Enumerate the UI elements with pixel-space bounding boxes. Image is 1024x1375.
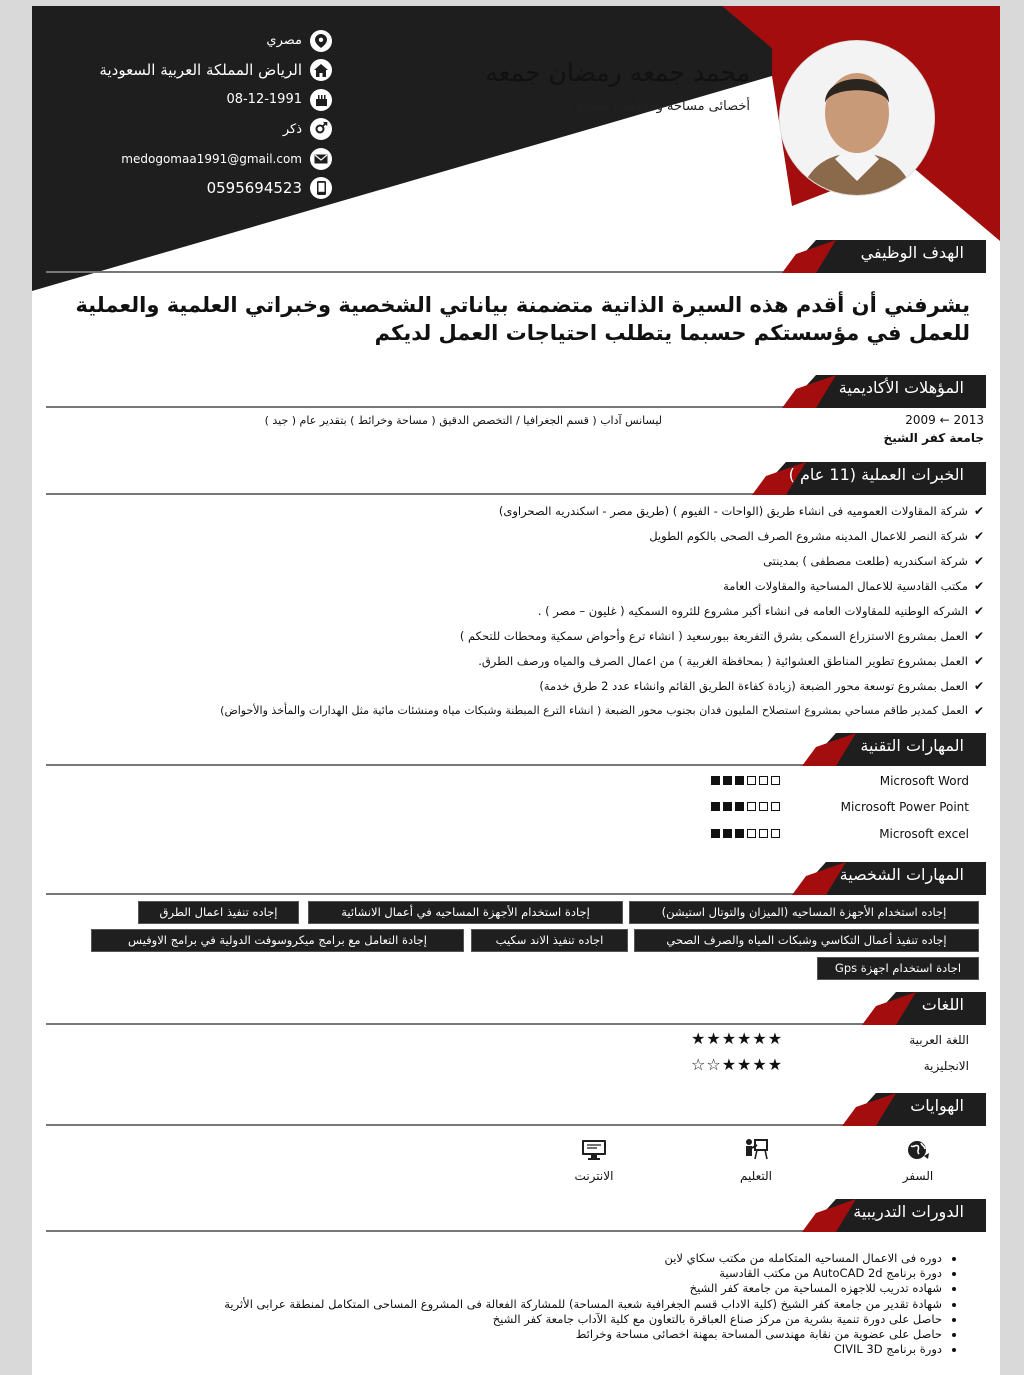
- phone-text[interactable]: 0595694523: [206, 179, 302, 198]
- skill-tag: إجادة التعامل مع برامج ميكروسوفت الدولية في برامج الاوفيس: [91, 929, 464, 952]
- experience-item: ✔ العمل كمدير طاقم مساحي بمشروع استصلاح المليون فدان بجنوب محور الضبعة ( انشاء الترع المبطنة وشبكات مياه ومنشئات مائية مثل الهدارات والمأخذ والأحواض): [220, 703, 984, 718]
- hobby-label: الانترنت: [574, 1169, 614, 1183]
- skill-tag: إجاده تنفيذ اعمال الطرق: [138, 901, 299, 924]
- section-header-experience: [46, 462, 986, 496]
- courses-list: [224, 1251, 962, 1357]
- experience-item: ✔ مكتب القادسية للاعمال المساحية والمقاولات العامة: [723, 579, 984, 594]
- contact-gender: [52, 115, 332, 145]
- cv-page: [32, 6, 1000, 1375]
- course-item: • حاصل على دورة تنمية بشرية من مركز صناع العباقرة بالتعاون مع كلية الآداب جامعة كفر الشيخ: [224, 1312, 942, 1327]
- email-text[interactable]: medogomaa1991@gmail.com: [121, 151, 302, 166]
- gender-icon: [310, 118, 332, 140]
- section-header-tech-skills: [46, 733, 986, 767]
- tech-skills-heading: المهارات التقنية: [860, 736, 964, 755]
- nationality-text: مصري: [266, 33, 302, 49]
- globe-travel-icon: [905, 1137, 931, 1163]
- skill-label: Microsoft Power Point: [840, 800, 969, 814]
- hobby-item: [868, 1137, 968, 1183]
- experience-item: ✔ الشركه الوطنيه للمقاولات العامه فى انشاء أكبر مشروع للثروه السمكيه ( غليون – مصر ) .: [537, 604, 984, 618]
- check-icon: ✔: [973, 628, 984, 643]
- hobbies-heading: الهوايات: [910, 1096, 964, 1115]
- check-icon: ✔: [973, 678, 984, 693]
- check-icon: ✔: [973, 703, 984, 718]
- experience-item: ✔ العمل بمشروع تطوير المناطق العشوائية ( بمحافظة الغربية ) من اعمال الصرف والمياه ورصف الطرق.: [478, 653, 984, 668]
- check-icon: ✔: [973, 579, 984, 594]
- contact-phone: [52, 174, 332, 204]
- language-rating-stars: ☆☆★★★★: [691, 1055, 784, 1074]
- hobby-item: [544, 1137, 644, 1183]
- gender-text: ذكر: [282, 121, 302, 137]
- hobby-item: [706, 1137, 806, 1183]
- skill-label: Microsoft excel: [879, 827, 969, 841]
- skill-level-meter: [711, 829, 780, 838]
- hobby-label: السفر: [902, 1169, 934, 1183]
- courses-heading: الدورات التدريبية: [853, 1202, 964, 1221]
- language-label: اللغة العربية: [909, 1033, 969, 1047]
- experience-item: ✔ العمل بمشروع توسعة محور الضبعة (زيادة كفاءة الطريق القائم وانشاء عدد 2 طرق خدمة): [539, 678, 984, 693]
- contact-email: [52, 144, 332, 174]
- check-icon: ✔: [973, 604, 984, 618]
- education-heading: المؤهلات الأكاديمية: [838, 378, 964, 397]
- section-header-personal-skills: [46, 862, 986, 896]
- mobile-phone-icon: [310, 177, 332, 199]
- objective-heading: الهدف الوظيفي: [860, 243, 964, 262]
- experience-heading: الخبرات العملية (11 عام ): [788, 465, 964, 484]
- section-header-hobbies: [46, 1093, 986, 1127]
- section-header-languages: [46, 992, 986, 1026]
- birthdate-text: 08-12-1991: [226, 92, 302, 108]
- teaching-icon: [743, 1137, 769, 1163]
- section-header-courses: [46, 1199, 986, 1233]
- experience-item: ✔ شركة اسكندريه (طلعت مصطفى ) بمدينتى: [763, 554, 984, 569]
- education-years: 2009 ← 2013: [905, 413, 984, 427]
- job-title: أخصائى مساحه وخرائط ( مساح ): [568, 99, 750, 114]
- check-icon: ✔: [973, 504, 984, 519]
- skill-tag: اجاده تنفيذ الاند سكيب: [471, 929, 628, 952]
- course-item: • دورة برنامج CIVIL 3D: [224, 1342, 942, 1357]
- skill-label: Microsoft Word: [879, 774, 969, 788]
- experience-item: ✔ شركة النصر للاعمال المدينه مشروع الصرف الصحى بالكوم الطويل: [649, 529, 984, 544]
- section-header-education: [46, 375, 986, 409]
- objective-text: يشرفني أن أقدم هذه السيرة الذاتية متضمنة بياناتي الشخصية وخبراتي العلمية والعملية للعمل في مؤسستكم حسبما يتطلب احتياجات العمل لديكم: [75, 293, 970, 345]
- computer-monitor-icon: [581, 1137, 607, 1163]
- check-icon: ✔: [973, 653, 984, 668]
- check-icon: ✔: [973, 554, 984, 569]
- course-item: • دورة برنامج AutoCAD 2d من مكتب القادسية: [224, 1266, 942, 1281]
- education-degree: ليسانس آداب ( قسم الجغرافيا / التخصص الدقيق ( مساحة وخرائط ) بتقدير عام ( جيد ): [264, 414, 662, 427]
- skill-level-meter: [711, 802, 780, 811]
- email-icon: [310, 148, 332, 170]
- course-item: • حاصل على عضوية من نقابة مهندسى المساحة بمهنة اخصائى مساحة وخرائط: [224, 1327, 942, 1342]
- course-item: • دوره فى الاعمال المساحيه المتكامله من مكتب سكاي لاين: [224, 1251, 942, 1266]
- experience-item: ✔ شركة المقاولات العموميه فى انشاء طريق (الواحات - الفيوم ) (طريق مصر - اسكندريه الصحراوى): [498, 504, 984, 519]
- birthday-cake-icon: [310, 89, 332, 111]
- contact-address: [52, 56, 332, 86]
- name-block: [485, 58, 750, 114]
- contact-list: [52, 26, 332, 203]
- skill-tag: اجادة استخدام اجهزة Gps: [817, 957, 979, 980]
- course-item: • شهادة تقدير من جامعة كفر الشيخ (كلية الاداب قسم الجغرافية شعبة المساحة) للمشاركة الفعالة فى المشروع المساحى المتكامل لمنطقة عرابى الأثرية: [224, 1297, 942, 1312]
- experience-list: [220, 499, 984, 723]
- contact-nationality: [52, 26, 332, 56]
- skill-tag: إجاده تنفيذ أعمال التكاسي وشبكات المياه والصرف الصحي: [634, 929, 979, 952]
- location-pin-icon: [310, 30, 332, 52]
- course-item: • شهاده تدريب للاجهزه المساحية من جامعة كفر الشيخ: [224, 1281, 942, 1296]
- skill-tag: إجادة استخدام الأجهزة المساحيه في أعمال الانشائية: [308, 901, 623, 924]
- check-icon: ✔: [973, 529, 984, 544]
- profile-photo: [780, 41, 934, 195]
- languages-heading: اللغات: [921, 995, 964, 1014]
- hobby-label: التعليم: [740, 1169, 772, 1183]
- language-rating-stars: ★★★★★★: [691, 1029, 784, 1048]
- language-label: الانجليزية: [923, 1059, 969, 1073]
- address-text: الرياض المملكة العربية السعودية: [99, 61, 302, 80]
- skill-level-meter: [711, 776, 780, 785]
- contact-birthdate: [52, 85, 332, 115]
- section-header-objective: [46, 240, 986, 274]
- experience-item: ✔ العمل بمشروع الاستزراع السمكى بشرق التفريعة ببورسعيد ( انشاء ترع وأحواض سمكية ومحطات للتحكم ): [459, 628, 984, 643]
- home-icon: [310, 59, 332, 81]
- skill-tag: إجاده استخدام الأجهزة المساحيه (الميزان والتوتال استيشن): [629, 901, 979, 924]
- education-university: جامعة كفر الشيخ: [883, 431, 984, 445]
- personal-skills-heading: المهارات الشخصية: [839, 865, 964, 884]
- candidate-name: محمد جمعه رمضان جمعه: [485, 58, 750, 87]
